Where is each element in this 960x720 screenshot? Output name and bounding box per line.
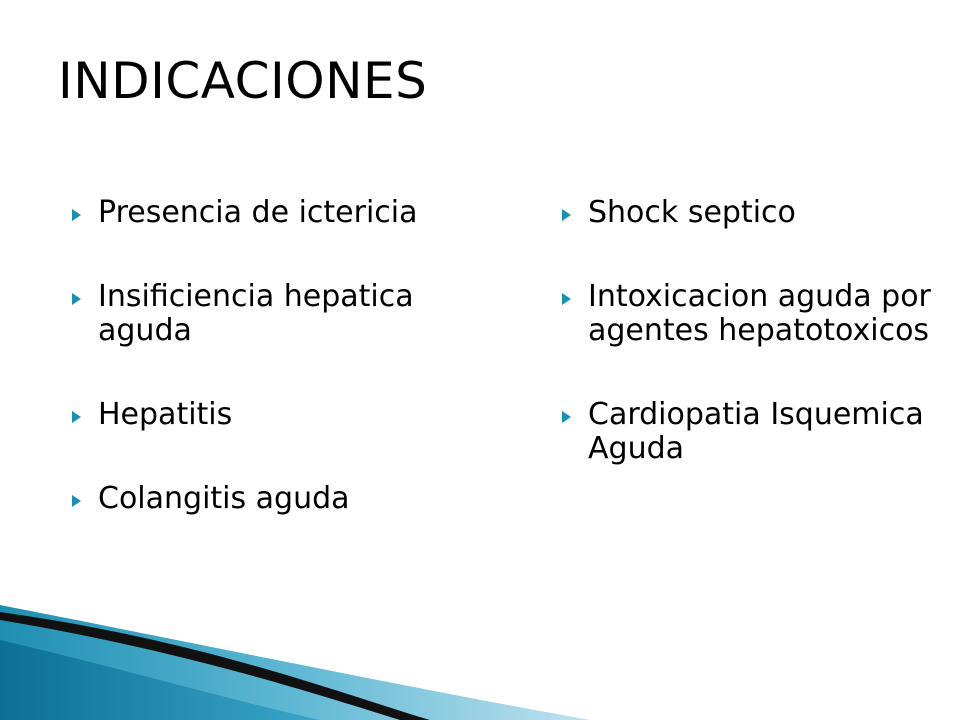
bullet-text: Colangitis aguda [98, 481, 350, 516]
bullet-arrow-icon [72, 293, 81, 305]
slide-title: INDICACIONES [58, 52, 428, 110]
list-item [560, 196, 950, 230]
bullet-arrow-icon [562, 209, 571, 221]
bullet-text: Shock septico [588, 195, 796, 230]
bullet-arrow-icon [72, 495, 81, 507]
list-item [70, 280, 470, 348]
bullet-text: Intoxicacion aguda por agentes hepatotoxicos [588, 279, 931, 348]
bullet-arrow-icon [562, 293, 571, 305]
bullet-text: Cardiopatia Isquemica Aguda [588, 397, 924, 466]
bullet-arrow-icon [72, 209, 81, 221]
bullet-text: Hepatitis [98, 397, 233, 432]
bullet-text: Presencia de ictericia [98, 195, 418, 230]
list-item [560, 280, 950, 348]
bullet-text: Insificiencia hepatica aguda [98, 279, 414, 348]
left-bullet-list [70, 196, 470, 566]
list-item [70, 482, 470, 516]
list-item [70, 398, 470, 432]
bullet-arrow-icon [72, 411, 81, 423]
right-bullet-list [560, 196, 950, 516]
list-item [560, 398, 950, 466]
bullet-arrow-icon [562, 411, 571, 423]
list-item [70, 196, 470, 230]
